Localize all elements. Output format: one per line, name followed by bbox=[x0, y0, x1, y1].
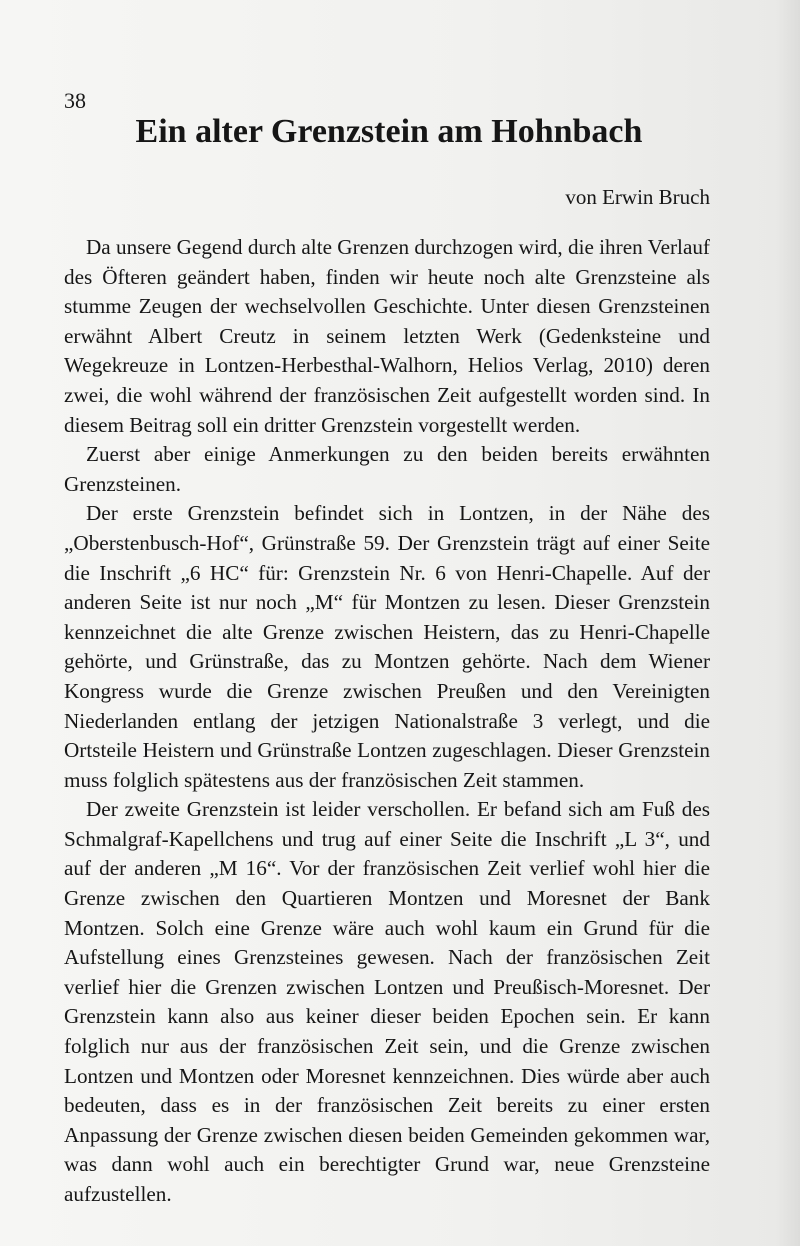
article-title: Ein alter Grenzstein am Hohnbach bbox=[135, 113, 643, 150]
paragraph: Der erste Grenzstein befindet sich in Lontzen, in der Nähe des „Oberstenbusch-Hof“, Grünstraße 59. Der Grenzstein trägt auf einer Seite die Inschrift „6 HC“ für: Grenzstein Nr. 6 von Henri-Chapelle. Auf der anderen Seite ist nur noch „M“ für Montzen zu lesen. Dieser Grenzstein kennzeichnet die alte Grenze zwischen Heistern, das zu Henri-Chapelle gehörte, und Grünstraße, das zu Montzen gehörte. Nach dem Wiener Kongress wurde die Grenze zwischen Preußen und den Vereinigten Niederlanden entlang der jetzigen Nationalstraße 3 verlegt, und die Ortsteile Heistern und Grünstraße Lontzen zugeschlagen. Dieser Grenzstein muss folglich spätestens aus der französischen Zeit stammen. bbox=[64, 501, 710, 792]
article-body bbox=[64, 233, 710, 1210]
paragraph: Der zweite Grenzstein ist leider verschollen. Er befand sich am Fuß des Schmalgraf-Kapellchens und trug auf einer Seite die Inschrift „L 3“, und auf der anderen „M 16“. Vor der französischen Zeit verlief wohl hier die Grenze zwischen den Quartieren Montzen und Moresnet der Bank Montzen. Solch eine Grenze wäre auch wohl kaum ein Grund für die Aufstellung eines Grenzsteines gewesen. Nach der französischen Zeit verlief hier die Grenzen zwischen Lontzen und Preußisch-Moresnet. Der Grenzstein kann also aus keiner dieser beiden Epochen sein. Er kann folglich nur aus der französischen Zeit sein, und die Grenze zwischen Lontzen und Montzen oder Moresnet kennzeichnen. Dies würde aber auch bedeuten, dass es in der französischen Zeit bereits zu einer ersten Anpassung der Grenze zwischen diesen beiden Gemeinden gekommen war, was dann wohl auch ein berechtigter Grund war, neue Grenzsteine aufzustellen. bbox=[64, 797, 710, 1206]
paragraph: Da unsere Gegend durch alte Grenzen durchzogen wird, die ihren Verlauf des Öfteren geändert haben, finden wir heute noch alte Grenzsteine als stumme Zeugen der wechselvollen Geschichte. Unter diesen Grenzsteinen erwähnt Albert Creutz in seinem letzten Werk (Gedenksteine und Wegekreuze in Lontzen-Herbesthal-Walhorn, Helios Verlag, 2010) deren zwei, die wohl während der französischen Zeit aufgestellt worden sind. In diesem Beitrag soll ein dritter Grenzstein vorgestellt werden. bbox=[64, 235, 710, 437]
author-byline: von Erwin Bruch bbox=[565, 185, 710, 209]
page-number: 38 bbox=[64, 88, 86, 113]
paragraph: Zuerst aber einige Anmerkungen zu den beiden bereits erwähnten Grenzsteinen. bbox=[64, 442, 710, 496]
